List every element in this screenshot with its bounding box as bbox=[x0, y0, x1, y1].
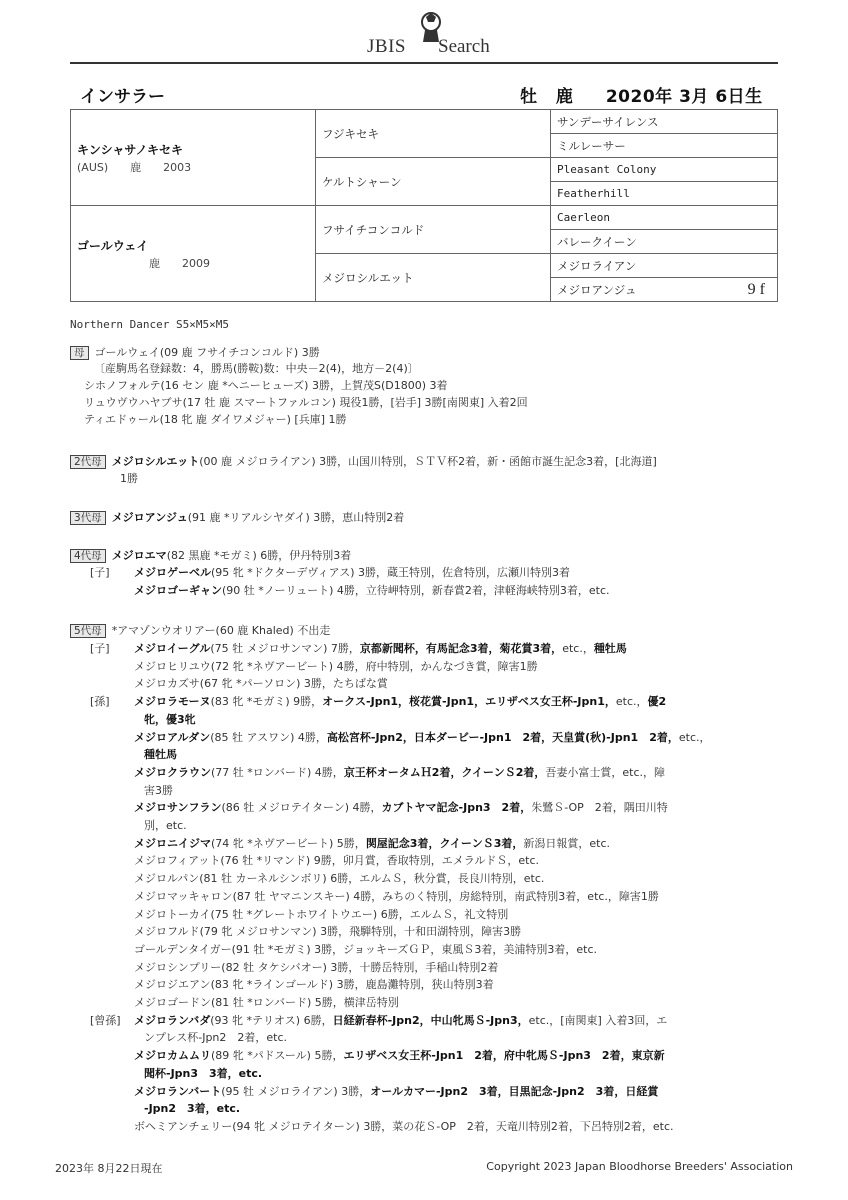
g5-horse-other-results: etc.，[南関東] 入着3回，エ bbox=[528, 1014, 668, 1027]
g5-horse-other-results: 吾妻小富士賞，etc.，障 bbox=[545, 766, 665, 779]
g5-horse-name[interactable]: メジロフルド bbox=[134, 925, 200, 938]
g5-horse-other-results: etc.， bbox=[615, 695, 648, 708]
g5-horse-major-results: 高松宮杯-Jpn2，日本ダービー-Jpn1 2着，天皇賞(秋)-Jpn1 2着， bbox=[326, 731, 679, 744]
g4-name[interactable]: メジロエマ bbox=[111, 549, 167, 562]
gs-cell[interactable]: フサイチコンコルド bbox=[316, 206, 551, 254]
g5-generation-label: [孫] bbox=[90, 695, 110, 708]
g5-row bbox=[134, 766, 665, 780]
g5-row bbox=[134, 961, 498, 975]
g2-name[interactable]: メジロシルエット bbox=[111, 455, 200, 468]
g2-rest2: 1勝 bbox=[120, 472, 138, 485]
g5-horse-major-results: カブトヤマ記念-Jpn3 2着， bbox=[381, 801, 532, 814]
ggs-cell[interactable]: サンデーサイレンス bbox=[551, 110, 778, 134]
g5-horse-name[interactable]: メジロアルダン bbox=[134, 731, 211, 744]
g5-horse-major-results: 関屋記念3着，クイーンＳ3着， bbox=[365, 837, 524, 850]
g5-row bbox=[134, 925, 521, 939]
g4-child-name[interactable]: メジロゴーギャン bbox=[134, 584, 222, 597]
g5-generation-label: [子] bbox=[90, 642, 110, 655]
logo-jbis-text: JBIS bbox=[367, 36, 406, 57]
g5-row bbox=[134, 943, 597, 957]
ggs-cell[interactable]: バレークイーン bbox=[551, 230, 778, 254]
g5-horse-other-results: etc.， bbox=[562, 642, 594, 655]
horse-name: インサラー bbox=[80, 87, 165, 107]
dam-offspring-row[interactable]: シホノフォルテ(16 セン 鹿 *ヘニーヒューズ) 3勝，上賀茂S(D1800) 3着 bbox=[84, 379, 448, 392]
ggs-cell[interactable]: Featherhill bbox=[551, 182, 778, 206]
family-number: 9 f bbox=[747, 280, 765, 298]
g5-generation-label: [曾孫] bbox=[90, 1014, 121, 1027]
g2-tag: 2代母 bbox=[70, 455, 106, 469]
dam-text[interactable]: ゴールウェイ(09 鹿 フサイチコンコルド) 3勝 bbox=[94, 346, 320, 359]
pedigree-table bbox=[70, 109, 778, 302]
g5-horse-name[interactable]: メジロカムムリ bbox=[134, 1049, 211, 1062]
g3-name[interactable]: メジロアンジュ bbox=[111, 511, 188, 524]
g5-row-continuation bbox=[144, 819, 187, 833]
g5-horse-name[interactable]: メジロトーカイ bbox=[134, 908, 211, 921]
g3-tag: 3代母 bbox=[70, 511, 106, 525]
g5-horse-name[interactable]: メジロフィアット bbox=[134, 854, 221, 867]
g5-horse-major-results: 京都新聞杯，有馬記念3着，菊花賞3着， bbox=[359, 642, 563, 655]
g5-horse-major-results: オールカマー-Jpn2 3着，目黒記念-Jpn2 3着，日経賞 bbox=[370, 1085, 659, 1098]
gs-cell[interactable]: メジロシルエット bbox=[316, 254, 551, 302]
inbreeding-line: Northern Dancer S5×M5×M5 bbox=[70, 318, 229, 331]
g5-row bbox=[134, 890, 659, 904]
dam-tag: 母 bbox=[70, 346, 89, 360]
dam-line bbox=[70, 346, 320, 360]
g5-horse-detail: (67 牝 *パーソロン) 3勝，たちばな賞 bbox=[199, 677, 388, 690]
g5-row-continuation bbox=[144, 1031, 287, 1045]
g5-horse-major-results: 京王杯オータムＨ2着，クイーンＳ2着， bbox=[343, 766, 546, 779]
dam-stats: 〔産駒馬名登録数：4，勝馬(勝鞍)数：中央－2(4)，地方－2(4)〕 bbox=[94, 362, 419, 375]
g5-row bbox=[134, 996, 399, 1010]
g5-horse-major-results: オークス-Jpn1，桜花賞-Jpn1，エリザベス女王杯-Jpn1， bbox=[322, 695, 616, 708]
g5-horse-detail: (94 牝 メジロテイターン) 3勝，菜の花Ｓ-OP 2着，天竜川特別2着，下呂特別2着，etc. bbox=[232, 1120, 674, 1133]
g4-child-row bbox=[134, 566, 570, 580]
dam-cell bbox=[71, 206, 316, 302]
g5-horse-honor: 種牡馬 bbox=[593, 642, 627, 655]
g5-horse-name[interactable]: メジロニイジマ bbox=[134, 837, 211, 850]
g5-row-continuation bbox=[144, 784, 173, 798]
sire-origin: (AUS) 鹿 2003 bbox=[77, 160, 192, 174]
g5-horse-honor: 優2 bbox=[647, 695, 667, 708]
g5-horse-detail: (75 牡 *グレートホワイトウエー) 6勝，エルムＳ，礼文特別 bbox=[210, 908, 509, 921]
g5-horse-detail: (91 牡 *モガミ) 3勝，ジョッキーズＧＰ，東風Ｓ3着，美浦特別3着，etc. bbox=[231, 943, 597, 956]
horse-color: 鹿 bbox=[555, 87, 574, 107]
g5-text[interactable]: *アマゾンウオリアー(60 鹿 Khaled) 不出走 bbox=[111, 624, 331, 637]
horse-info bbox=[520, 82, 775, 107]
g5-row bbox=[134, 731, 710, 745]
sire-cell bbox=[71, 110, 316, 206]
g5-horse-name[interactable]: メジロランバート bbox=[134, 1085, 222, 1098]
g5-row-text: 別，etc. bbox=[144, 819, 187, 832]
horse-sex: 牡 bbox=[520, 87, 538, 107]
g4-rest: (82 黒鹿 *モガミ) 6勝，伊丹特別3着 bbox=[166, 549, 352, 562]
g5-horse-detail: (79 牝 メジロサンマン) 3勝，飛騨特別，十和田湖特別，障害3勝 bbox=[199, 925, 522, 938]
g5-row bbox=[134, 677, 388, 691]
g5-horse-detail: (82 牡 タケシバオー) 3勝，十勝岳特別，手稲山特別2着 bbox=[221, 961, 499, 974]
g5-horse-major-results: 日経新春杯-Jpn2，中山牝馬Ｓ-Jpn3， bbox=[332, 1014, 529, 1027]
jbis-search-logo bbox=[0, 30, 848, 60]
g5-horse-name[interactable]: メジロサンフラン bbox=[134, 801, 222, 814]
g5-horse-name[interactable]: メジロイーグル bbox=[134, 642, 211, 655]
g5-row bbox=[134, 642, 627, 656]
g5-row bbox=[134, 660, 538, 674]
g5-horse-name[interactable]: メジロマッキャロン bbox=[134, 890, 233, 903]
g5-horse-major-results: エリザベス女王杯-Jpn1 2着，府中牝馬Ｓ-Jpn3 2着，東京新 bbox=[343, 1049, 665, 1062]
g5-row bbox=[134, 872, 544, 886]
g5-row bbox=[134, 837, 610, 851]
dam-offspring-row[interactable]: ティエドゥール(18 牝 鹿 ダイワメジャー) [兵庫] 1勝 bbox=[84, 413, 347, 426]
g5-horse-name[interactable]: メジロクラウン bbox=[134, 766, 211, 779]
header-rule bbox=[70, 62, 778, 64]
g5-horse-detail: (75 牡 メジロサンマン) 7勝， bbox=[210, 642, 360, 655]
g5-horse-name[interactable]: メジロヒリユウ bbox=[134, 660, 211, 673]
ggs-name[interactable]: メジロアンジュ bbox=[557, 282, 637, 297]
g4-line bbox=[70, 549, 351, 563]
ggs-cell bbox=[551, 278, 778, 302]
horse-birth: 2020年 3月 6日生 bbox=[605, 87, 763, 107]
g5-horse-name[interactable]: ゴールデンタイガー bbox=[134, 943, 232, 956]
g5-row-text: ンプレス杯-Jpn2 2着，etc. bbox=[144, 1031, 288, 1044]
gs-cell[interactable]: ケルトシャーン bbox=[316, 158, 551, 206]
g5-horse-name[interactable]: メジロゴードン bbox=[134, 996, 211, 1009]
g5-horse-detail: (74 牝 *ネヴアービート) 5勝， bbox=[211, 837, 366, 850]
g5-row-text: 聞杯-Jpn3 3着，etc. bbox=[144, 1067, 263, 1080]
footer-copyright: Copyright 2023 Japan Bloodhorse Breeders' Association bbox=[486, 1160, 793, 1173]
g5-line bbox=[70, 624, 330, 638]
dam-name[interactable]: ゴールウェイ bbox=[77, 238, 149, 253]
g5-horse-detail: (95 牡 メジロライアン) 3勝， bbox=[221, 1085, 371, 1098]
ggs-cell[interactable]: Caerleon bbox=[551, 206, 778, 230]
g5-horse-name[interactable]: メジロルパン bbox=[134, 872, 200, 885]
g5-row-continuation bbox=[144, 748, 177, 762]
g5-row bbox=[134, 801, 668, 815]
g2-line bbox=[70, 455, 657, 469]
g4-child-row bbox=[134, 584, 610, 598]
g5-horse-detail: (93 牝 *テリオス) 6勝， bbox=[210, 1014, 333, 1027]
g5-horse-detail: (89 牝 *パドスール) 5勝， bbox=[211, 1049, 344, 1062]
footer-date: 2023年 8月22日現在 bbox=[55, 1162, 163, 1175]
g5-horse-detail: (77 牡 *ロンバード) 4勝， bbox=[211, 766, 344, 779]
g2-rest: (00 鹿 メジロライアン) 3勝，山国川特別，ＳＴＶ杯2着，新・函館市誕生記念3着，[北海道] bbox=[199, 455, 657, 468]
g5-horse-name[interactable]: メジロカズサ bbox=[134, 677, 200, 690]
g5-row bbox=[134, 854, 539, 868]
g5-row-continuation bbox=[144, 1067, 262, 1081]
ggs-cell[interactable]: Pleasant Colony bbox=[551, 158, 778, 182]
dam-offspring-row[interactable]: リュウヴウハヤブサ(17 牡 鹿 スマートファルコン) 現役1勝，[岩手] 3勝[南関東] 入着2回 bbox=[84, 396, 528, 409]
g5-horse-other-results: 新潟日報賞，etc. bbox=[523, 837, 610, 850]
logo-search-text: Search bbox=[438, 36, 490, 57]
g5-row bbox=[134, 908, 508, 922]
g3-rest: (91 鹿 *リアルシヤダイ) 3勝，恵山特別2着 bbox=[187, 511, 405, 524]
g5-row-text: 害3勝 bbox=[144, 784, 173, 797]
g3-line bbox=[70, 511, 404, 525]
g5-horse-detail: (81 牡 カーネルシンボリ) 6勝，エルムＳ，秋分賞，長良川特別，etc. bbox=[199, 872, 545, 885]
g4-child-rest: (95 牝 *ドクターデヴィアス) 3勝，蔵王特別，佐倉特別，広瀬川特別3着 bbox=[211, 566, 571, 579]
g5-row bbox=[134, 1120, 674, 1134]
g4-child-rest: (90 牡 *ノーリュート) 4勝，立待岬特別，新春賞2着，津軽海峡特別3着，etc. bbox=[222, 584, 610, 597]
g5-horse-other-results: 朱鷺Ｓ-OP 2着，隅田川特 bbox=[531, 801, 668, 814]
g5-row-continuation bbox=[144, 1102, 240, 1116]
g5-horse-detail: (86 牡 メジロテイターン) 4勝， bbox=[221, 801, 382, 814]
g5-row-continuation bbox=[144, 713, 196, 727]
g4-child-label: [子] bbox=[90, 566, 110, 579]
g5-row bbox=[134, 695, 666, 709]
g5-horse-detail: (81 牡 *ロンバード) 5勝，横津岳特別 bbox=[211, 996, 399, 1009]
g5-horse-detail: (83 牝 *ラインゴールド) 3勝，鹿島灘特別，狭山特別3着 bbox=[210, 978, 494, 991]
g5-horse-detail: (85 牡 アスワン) 4勝， bbox=[210, 731, 327, 744]
g5-row-text: -Jpn2 3着，etc. bbox=[144, 1102, 241, 1115]
ggs-cell[interactable]: ミルレーサー bbox=[551, 134, 778, 158]
g5-row-text: 牝，優3牝 bbox=[144, 713, 196, 726]
dam-origin: 鹿 2009 bbox=[149, 256, 210, 270]
g5-horse-name[interactable]: メジロジエアン bbox=[134, 978, 211, 991]
g5-horse-name[interactable]: メジロシンプリー bbox=[134, 961, 222, 974]
ggs-cell[interactable]: メジロライアン bbox=[551, 254, 778, 278]
g5-horse-name[interactable]: メジロランバダ bbox=[134, 1014, 211, 1027]
g5-row bbox=[134, 978, 494, 992]
g5-row bbox=[134, 1049, 665, 1063]
gs-cell[interactable]: フジキセキ bbox=[316, 110, 551, 158]
g5-horse-other-results: etc.， bbox=[678, 731, 711, 744]
g5-horse-detail: (72 牝 *ネヴアービート) 4勝，府中特別，かんなづき賞，障害1勝 bbox=[210, 660, 538, 673]
g5-row bbox=[134, 1085, 658, 1099]
g5-row bbox=[134, 1014, 667, 1028]
g5-horse-name[interactable]: メジロラモーヌ bbox=[134, 695, 211, 708]
sire-name[interactable]: キンシャサノキセキ bbox=[77, 142, 184, 157]
g4-tag: 4代母 bbox=[70, 549, 106, 563]
g5-horse-detail: (87 牡 ヤマニンスキー) 4勝，みちのく特別，房総特別，南武特別3着，etc.，障害1勝 bbox=[232, 890, 659, 903]
g5-horse-detail: (76 牡 *リマンド) 9勝，卯月賞，香取特別，エメラルドＳ，etc. bbox=[220, 854, 540, 867]
g5-horse-name[interactable]: ボヘミアンチェリー bbox=[134, 1120, 233, 1133]
g5-tag: 5代母 bbox=[70, 624, 106, 638]
g5-row-text: 種牡馬 bbox=[144, 748, 177, 761]
g5-horse-detail: (83 牝 *モガミ) 9勝， bbox=[210, 695, 323, 708]
g4-child-name[interactable]: メジロゲーベル bbox=[134, 566, 211, 579]
